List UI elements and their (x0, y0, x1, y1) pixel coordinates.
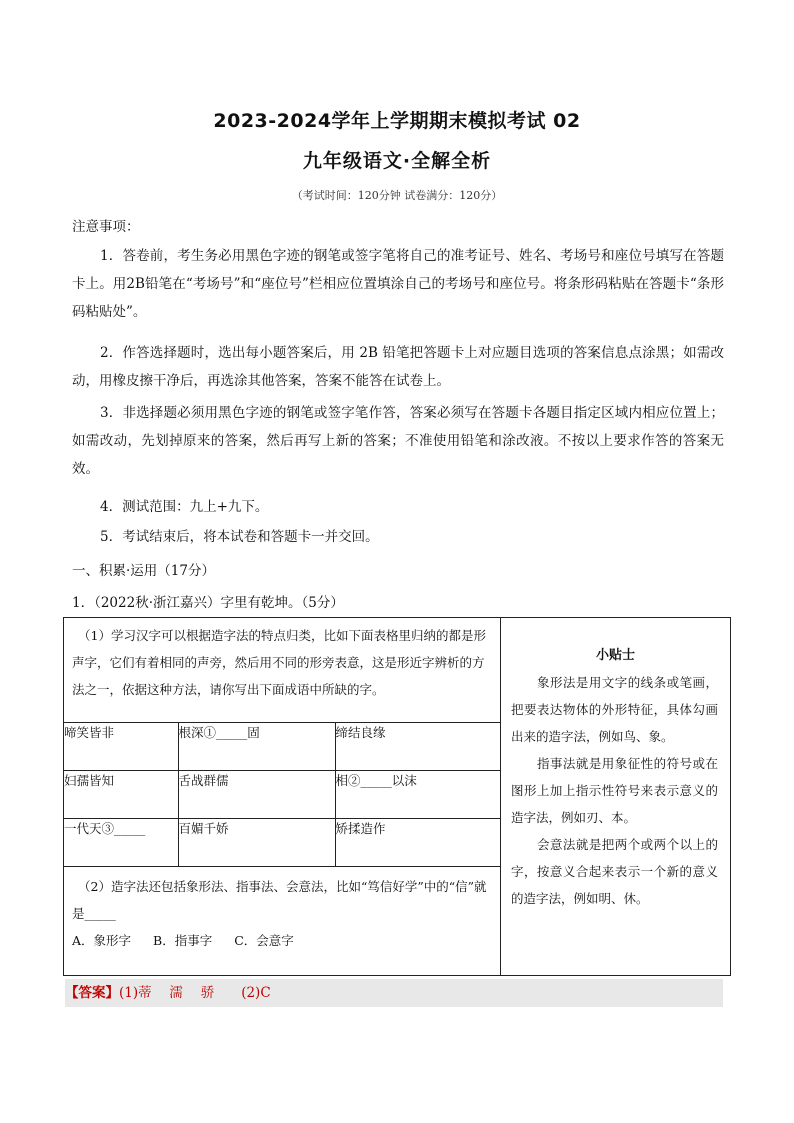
notice-item: 5．考试结束后，将本试卷和答题卡一并交回。 (100, 529, 379, 545)
answer-text: (1)蒂 濡 骄 (2)C (119, 985, 271, 1001)
idiom-cell: 啼笑皆非 (64, 722, 178, 770)
exam-info: （考试时间：120分钟 试卷满分：120分） (291, 189, 503, 202)
option-c: C．会意字 (234, 932, 294, 948)
idiom-cell: 缔结良缘 (335, 722, 501, 770)
question-title: 1．（2022秋·浙江嘉兴）字里有乾坤。（5分） (72, 595, 344, 611)
idiom-cell-blank: 根深①_____固 (178, 722, 335, 770)
option-b: B．指事字 (153, 932, 213, 948)
part2-cell (64, 866, 501, 975)
idiom-cell: 妇孺皆知 (64, 770, 178, 818)
tip-paragraph: 指事法就是用象征性的符号或在图形上加上指示性符号来表示意义的造字法，例如刃、本。 (511, 756, 718, 825)
tips-cell (501, 618, 731, 976)
option-a: A．象形字 (72, 932, 132, 948)
tips-title: 小贴士 (595, 648, 635, 663)
idiom-cell: 百媚千娇 (178, 818, 335, 866)
question-cell (64, 618, 501, 976)
option-list (72, 927, 493, 954)
part2-text: （2）造字法还包括象形法、指事法、会意法，比如“笃信好学”中的“信”就是_____ (72, 878, 487, 921)
notice-item: 3．非选择题必须用黑色字迹的钢笔或签字笔作答，答案必须写在答题卡各题目指定区域内相应位置上；如需改动，先划掉原来的答案，然后再写上新的答案；不准使用铅笔和涂改液。不按以上要求作答的答案无效。 (72, 405, 724, 477)
intro-cell (64, 618, 501, 722)
idiom-cell: 矫揉造作 (335, 818, 501, 866)
tip-paragraph: 象形法是用文字的线条或笔画，把要表达物体的外形特征，具体勾画出来的造字法，例如鸟、象。 (511, 675, 718, 744)
answer-label: 【答案】 (65, 985, 119, 1001)
idiom-cell-blank: 一代天③_____ (64, 818, 178, 866)
tip-paragraph: 会意法就是把两个或两个以上的字，按意义合起来表示一个新的意义的造字法，例如明、休。 (511, 837, 718, 906)
notice-item: 2．作答选择题时，选出每小题答案后，用 2B 铅笔把答题卡上对应题目选项的答案信息点涂黑；如需改动，用橡皮擦干净后，再选涂其他答案，答案不能答在试卷上。 (72, 345, 724, 389)
question-table (63, 617, 731, 976)
intro-text: （1）学习汉字可以根据造字法的特点归类，比如下面表格里归纳的都是形声字，它们有着相同的声旁，然后用不同的形旁表意，这是形近字辨析的方法之一，依据这种方法，请你写出下面成语中所缺的字。 (72, 628, 486, 697)
idiom-cell-blank: 相②_____以沫 (335, 770, 501, 818)
notice-item: 4．测试范围：九上+九下。 (100, 499, 269, 515)
answer-bar (65, 979, 723, 1007)
page-subtitle: 九年级语文·全解全析 (302, 150, 492, 172)
notice-item: 1．答卷前，考生务必用黑色字迹的钢笔或签字笔将自己的准考证号、姓名、考场号和座位号填写在答题卡上。用2B铅笔在“考场号”和“座位号”栏相应位置填涂自己的考场号和座位号。将条形码粘贴在答题卡“条形码粘贴处”。 (72, 248, 724, 320)
page-title: 2023-2024学年上学期期末模拟考试 02 (213, 110, 581, 132)
notice-heading: 注意事项： (72, 219, 140, 235)
character-table (64, 618, 501, 975)
idiom-cell: 舌战群儒 (178, 770, 335, 818)
section-title: 一、积累·运用（17分） (72, 563, 215, 579)
